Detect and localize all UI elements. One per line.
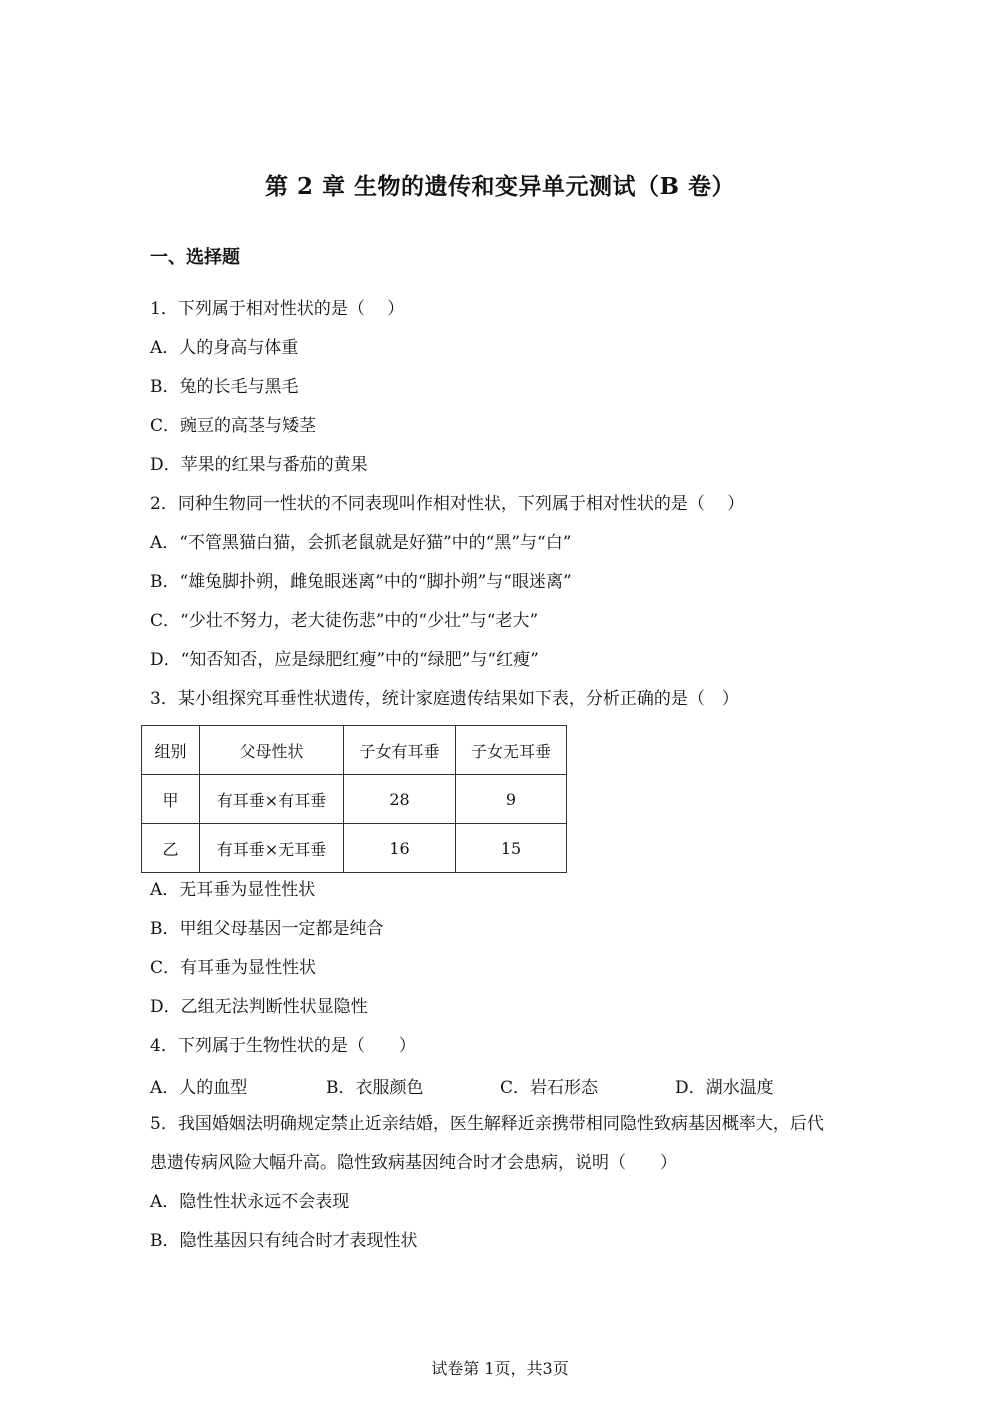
question-2-option-d: D．“知否知否，应是绿肥红瘦”中的“绿肥”与“红瘦”	[150, 650, 539, 670]
question-3-option-b: B．甲组父母基因一定都是纯合	[150, 919, 384, 939]
question-3-option-d: D．乙组无法判断性状显隐性	[150, 997, 368, 1017]
question-5-stem-line-2: 患遗传病风险大幅升高。隐性致病基因纯合时才会患病，说明（ ）	[150, 1153, 677, 1173]
table-header-cell: 父母性状	[200, 726, 344, 775]
section-heading: 一、选择题	[150, 247, 240, 268]
table-cell: 有耳垂×有耳垂	[200, 775, 344, 824]
table-cell: 15	[456, 824, 567, 873]
question-2-stem: 2．同种生物同一性状的不同表现叫作相对性状，下列属于相对性状的是（ ）	[150, 494, 745, 514]
table-cell: 乙	[142, 824, 200, 873]
question-3-option-a: A．无耳垂为显性性状	[150, 880, 316, 900]
question-3-stem: 3．某小组探究耳垂性状遗传，统计家庭遗传结果如下表，分析正确的是（ ）	[150, 689, 739, 709]
table-cell: 9	[456, 775, 567, 824]
question-1-option-b: B．兔的长毛与黑毛	[150, 377, 299, 397]
question-1-option-a: A．人的身高与体重	[150, 338, 299, 358]
page-title: 第 2 章 生物的遗传和变异单元测试（B 卷）	[265, 173, 735, 200]
question-4-option-c: C．岩石形态	[500, 1078, 599, 1098]
question-4-option-a: A．人的血型	[150, 1078, 248, 1098]
question-4-option-b: B．衣服颜色	[326, 1078, 424, 1098]
question-4-options	[150, 1073, 850, 1097]
question-1-option-d: D．苹果的红果与番茄的黄果	[150, 455, 368, 475]
question-2-option-b: B．“雄兔脚扑朔，雌兔眼迷离”中的“脚扑朔”与“眼迷离”	[150, 572, 572, 592]
table-header-cell: 子女无耳垂	[456, 726, 567, 775]
question-4-stem: 4．下列属于生物性状的是（ ）	[150, 1036, 416, 1056]
table-cell: 16	[344, 824, 456, 873]
question-1-option-c: C．豌豆的高茎与矮茎	[150, 416, 317, 436]
table-cell: 有耳垂×无耳垂	[200, 824, 344, 873]
earlobe-table	[141, 725, 567, 873]
page-footer: 试卷第 1页，共3页	[431, 1359, 569, 1378]
question-4-option-d: D．湖水温度	[675, 1078, 774, 1098]
question-1-stem: 1．下列属于相对性状的是（ ）	[150, 299, 405, 319]
question-3-option-c: C．有耳垂为显性性状	[150, 958, 317, 978]
question-5-stem-line-1: 5．我国婚姻法明确规定禁止近亲结婚，医生解释近亲携带相同隐性致病基因概率大，后代	[150, 1114, 824, 1134]
question-5-option-b: B．隐性基因只有纯合时才表现性状	[150, 1231, 418, 1251]
question-2-option-c: C．“少壮不努力，老大徒伤悲”中的“少壮”与“老大”	[150, 611, 539, 631]
table-row	[142, 775, 567, 824]
table-header-cell: 子女有耳垂	[344, 726, 456, 775]
table-row	[142, 824, 567, 873]
table-header-row	[142, 726, 567, 775]
table-header-cell: 组别	[142, 726, 200, 775]
table-cell: 甲	[142, 775, 200, 824]
table-cell: 28	[344, 775, 456, 824]
question-5-option-a: A．隐性性状永远不会表现	[150, 1192, 350, 1212]
question-2-option-a: A．“不管黑猫白猫，会抓老鼠就是好猫”中的“黑”与“白”	[150, 533, 572, 553]
